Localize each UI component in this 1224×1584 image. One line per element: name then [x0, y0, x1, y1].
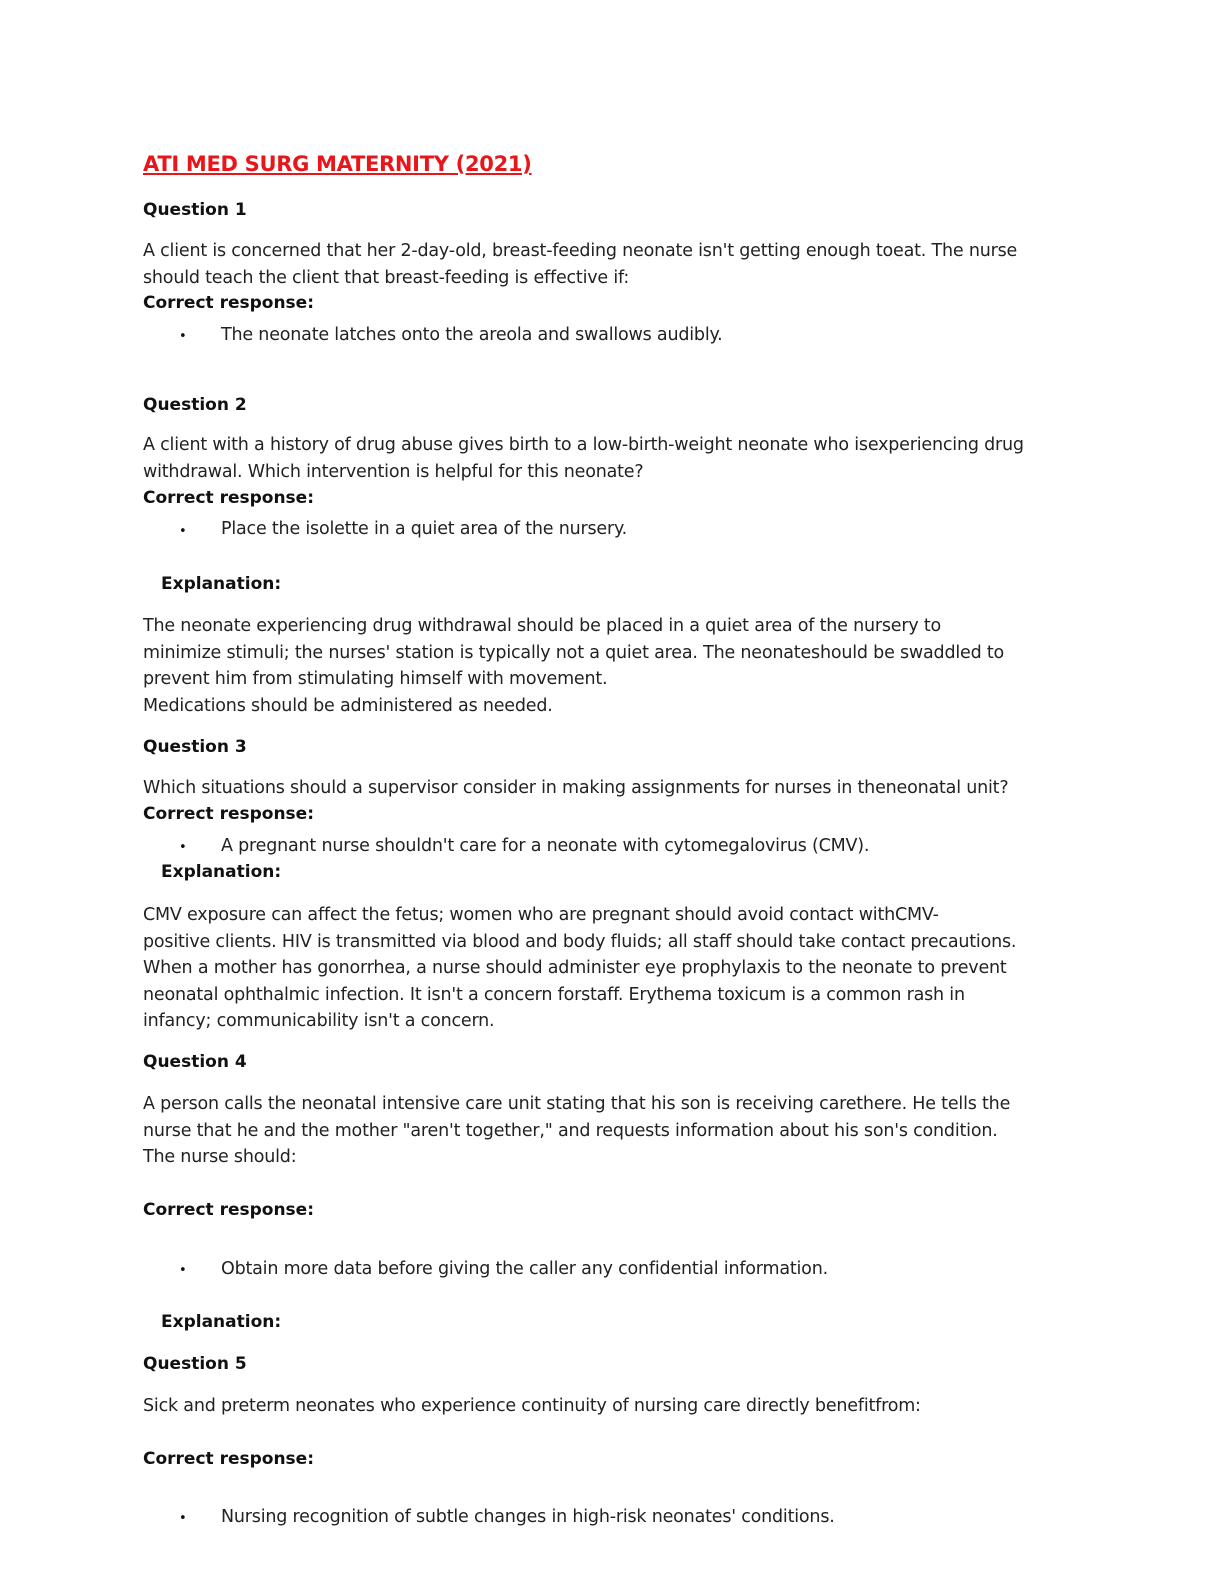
question-4-answer: Obtain more data before giving the caller any confidential information. — [221, 1259, 828, 1279]
explanation-line: minimize stimuli; the nurses' station is typically not a quiet area. The neonateshould be swaddled to — [143, 642, 1005, 663]
question-4-text-line: The nurse should: — [143, 1147, 297, 1168]
question-2-explanation-label: Explanation: — [161, 574, 282, 594]
question-2-explanation — [143, 613, 1004, 719]
question-4-explanation-label: Explanation: — [161, 1312, 282, 1332]
question-5-heading: Question 5 — [143, 1354, 247, 1374]
question-3-correct-label: Correct response: — [143, 804, 315, 824]
question-1-heading: Question 1 — [143, 200, 247, 220]
question-5-answer: Nursing recognition of subtle changes in high-risk neonates' conditions. — [221, 1507, 835, 1527]
explanation-line: Medications should be administered as needed. — [143, 695, 553, 716]
bullet-icon: • — [179, 1263, 187, 1278]
question-4-correct-label: Correct response: — [143, 1200, 315, 1220]
question-4-text-line: A person calls the neonatal intensive care unit stating that his son is receiving carethere. He tells the — [143, 1094, 1011, 1114]
question-3-explanation-label: Explanation: — [161, 862, 282, 882]
explanation-line: neonatal ophthalmic infection. It isn't a concern forstaff. Erythema toxicum is a common rash in — [143, 984, 965, 1005]
question-2-answer: Place the isolette in a quiet area of the nursery. — [221, 519, 627, 539]
bullet-icon: • — [179, 840, 187, 855]
question-1-text-line: A client is concerned that her 2-day-old, breast-feeding neonate isn't getting enough toeat. The nurse — [143, 241, 1018, 261]
question-1-answer: The neonate latches onto the areola and swallows audibly. — [221, 325, 723, 345]
question-2-text-line: A client with a history of drug abuse gives birth to a low-birth-weight neonate who isexperiencing drug — [143, 435, 1024, 455]
question-5-correct-label: Correct response: — [143, 1449, 315, 1469]
explanation-line: The neonate experiencing drug withdrawal should be placed in a quiet area of the nursery to — [143, 616, 942, 636]
question-1-correct-label: Correct response: — [143, 293, 315, 313]
bullet-icon: • — [179, 329, 187, 344]
question-1-text-line: should teach the client that breast-feeding is effective if: — [143, 267, 630, 288]
question-3-text — [143, 775, 1008, 802]
document-title: ATI MED SURG MATERNITY (2021) — [143, 152, 532, 176]
explanation-line: CMV exposure can affect the fetus; women who are pregnant should avoid contact withCMV- — [143, 905, 939, 925]
question-3-answer: A pregnant nurse shouldn't care for a neonate with cytomegalovirus (CMV). — [221, 836, 870, 856]
explanation-line: prevent him from stimulating himself with movement. — [143, 669, 608, 690]
question-3-heading: Question 3 — [143, 737, 247, 757]
question-2-correct-label: Correct response: — [143, 488, 315, 508]
question-2-text-line: withdrawal. Which intervention is helpful for this neonate? — [143, 461, 644, 482]
explanation-line: positive clients. HIV is transmitted via blood and body fluids; all staff should take contact precautions. — [143, 931, 1017, 952]
question-2-heading: Question 2 — [143, 395, 247, 415]
question-4-text — [143, 1091, 1010, 1171]
question-5-text — [143, 1393, 921, 1420]
question-5-text-line: Sick and preterm neonates who experience continuity of nursing care directly benefitfrom: — [143, 1396, 921, 1416]
explanation-line: When a mother has gonorrhea, a nurse should administer eye prophylaxis to the neonate to prevent — [143, 958, 1007, 979]
question-3-text-line: Which situations should a supervisor consider in making assignments for nurses in theneonatal unit? — [143, 778, 1009, 798]
question-1-text — [143, 238, 1017, 291]
question-2-text — [143, 432, 1024, 485]
question-4-heading: Question 4 — [143, 1052, 247, 1072]
question-4-text-line: nurse that he and the mother "aren't together," and requests information about his son's condition. — [143, 1120, 998, 1141]
question-3-explanation — [143, 902, 1016, 1035]
bullet-icon: • — [179, 1511, 187, 1526]
explanation-line: infancy; communicability isn't a concern. — [143, 1011, 495, 1032]
bullet-icon: • — [179, 524, 187, 539]
